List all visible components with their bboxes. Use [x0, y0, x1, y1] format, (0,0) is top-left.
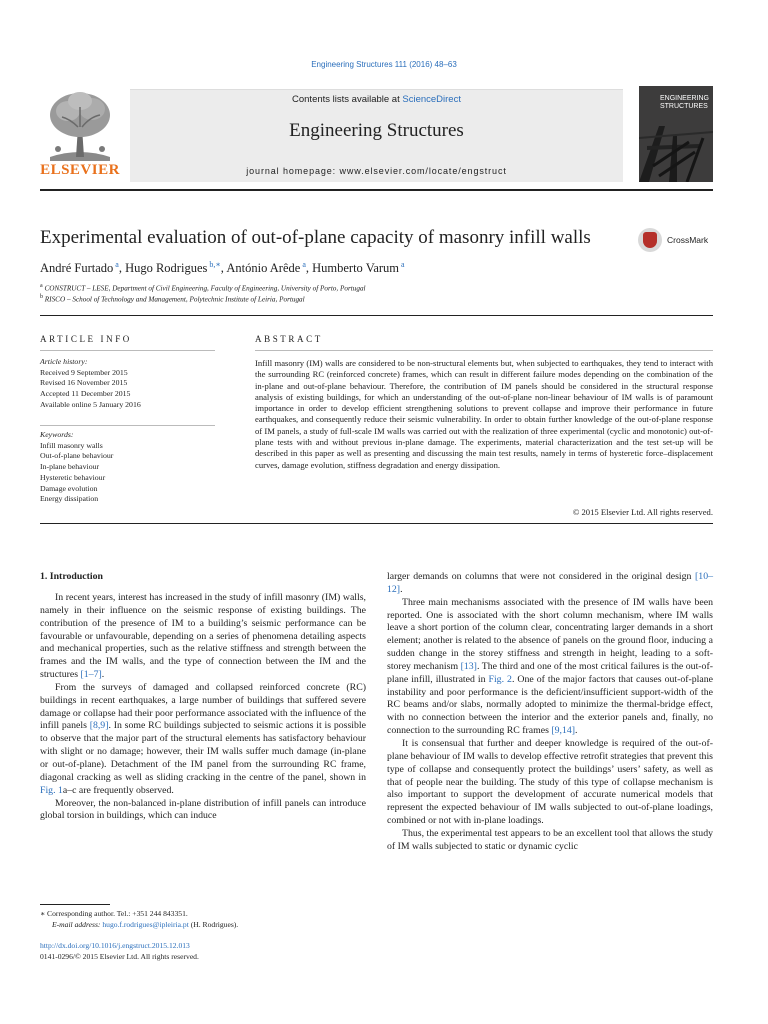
body-paragraph [40, 682, 366, 798]
copyright: © 2015 Elsevier Ltd. All rights reserved. [572, 507, 713, 517]
history-online: Available online 5 January 2016 [40, 399, 141, 409]
paragraph-text: larger demands on columns that were not considered in the original design [387, 571, 696, 582]
citation-link[interactable]: [13] [460, 660, 477, 672]
elsevier-tree-icon [40, 87, 120, 161]
abstract-heading: ABSTRACT [255, 334, 323, 344]
keyword: Damage evolution [40, 483, 98, 493]
author-affiliation-marker[interactable]: b,∗ [207, 260, 221, 269]
doi-link[interactable]: http://dx.doi.org/10.1016/j.engstruct.2015.12.013 [40, 941, 190, 950]
paragraph-text: . One of the major factors that causes out-of-plane instability and poor performance is the deficient/insufficient support-width of the RC beams and/or slabs, normally adopted to minimize the thermal-bridge effect, with no connection between the interior and the exterior panels and, finally, no connection to the surrounding RC frames [387, 673, 714, 737]
crossmark-icon [638, 228, 662, 252]
cover-title-line-1: ENGINEERING [659, 95, 709, 102]
keyword: Energy dissipation [40, 494, 99, 504]
section-title: 1. Introduction [40, 571, 103, 582]
header-rule [40, 189, 713, 191]
author-list [40, 260, 405, 276]
paragraph-text: Three main mechanisms associated with the presence of IM walls have been reported. One is associated with the short column mechanism, where IM walls leave a short portion of the column clear, concentrating larger demands in a short element; another is related to the absence of panels on the ground floor, inducing a sudden change in the storey stiffness and strength in height, leading to a soft-storey mechanism [387, 596, 713, 672]
author-separator: , [118, 261, 126, 276]
journal-title: Engineering Structures [289, 120, 464, 141]
affiliation-rule [40, 315, 713, 316]
email-note [40, 919, 366, 930]
abstract-text: Infill masonry (IM) walls are considered to be non-structural elements but, when subjected to earthquakes, they tend to interact with the surrounding RC (reinforced concrete) frames, which can result in different failure modes depending on the combination of the in-plane and out-of-plane behaviour. Therefore, the contribution of IM panels should be considered in the structural response analysis of existing buildings, for which an understanding of the out-of-plane non-linear behaviour of IM walls is of paramount importance in order to develop efficient strengthening solutions to prevent collapse and improve their performance in future earthquakes, and consequently reduce their seismic vulnerability. In order to obtain further knowledge of the out-of-plane response of IM panels, a study of full-scale IM walls was carried out with the realization of three experimental (cyclic and monotonic) out-of-plane tests with and without previous in-plane damage. The experiments, material characterization and the test set-up will be described in this paper as well as presenting and discussing the main test results, namely in terms of hysteretic force–displacement curves, damage evolution, stiffness degradation and energy dissipation. [255, 358, 713, 470]
history-revised: Revised 16 November 2015 [40, 378, 128, 388]
body-column-right [387, 571, 713, 854]
keywords [40, 430, 215, 505]
email-suffix: (H. Rodrigues). [188, 920, 239, 929]
email-link[interactable]: hugo.f.rodrigues@ipleiria.pt [102, 920, 189, 929]
keyword: Infill masonry walls [40, 440, 103, 450]
paragraph-text: a–c are frequently observed. [62, 784, 174, 796]
author-affiliation-marker[interactable]: a [300, 260, 306, 269]
contents-prefix: Contents lists available at [292, 94, 403, 105]
history-label: Article history: [40, 357, 88, 366]
footnote-rule [40, 904, 110, 905]
crossmark-badge[interactable] [638, 228, 718, 258]
history-accepted: Accepted 11 December 2015 [40, 389, 131, 399]
citation-link[interactable]: Fig. 2 [488, 673, 512, 685]
author-affiliation-marker[interactable]: a [113, 260, 119, 269]
publisher-name: ELSEVIER [40, 162, 120, 178]
homepage-prefix: journal homepage: [246, 166, 340, 176]
journal-homepage [130, 166, 623, 176]
cover-title [660, 95, 709, 111]
body-paragraph [40, 592, 366, 682]
citation-link[interactable]: Fig. 1 [40, 784, 63, 796]
keyword: In-plane behaviour [40, 462, 100, 472]
keyword: Out-of-plane behaviour [40, 451, 114, 461]
journal-cover[interactable] [639, 86, 713, 182]
abstract-rule [255, 350, 713, 351]
elsevier-logo[interactable] [40, 87, 120, 179]
body-paragraph [40, 798, 366, 824]
article-history [40, 357, 215, 411]
author-name[interactable]: Humberto Varum [312, 261, 400, 276]
email-label: E-mail address: [52, 920, 103, 929]
author-name[interactable]: Hugo Rodrigues [125, 261, 208, 276]
abstract-bottom-rule [40, 523, 713, 524]
author-affiliation-marker[interactable]: a [399, 260, 405, 269]
author-name[interactable]: André Furtado [40, 261, 114, 276]
sciencedirect-link[interactable]: ScienceDirect [402, 94, 461, 105]
author-name[interactable]: António Arêde [226, 261, 301, 276]
citation-link[interactable]: [9,14] [551, 725, 576, 737]
author-separator: , [305, 261, 313, 276]
paragraph-text: . [575, 725, 578, 737]
cover-title-line-2: STRUCTURES [659, 103, 708, 110]
body-paragraph [387, 571, 713, 597]
footnotes [40, 908, 366, 930]
history-received: Received 9 September 2015 [40, 367, 128, 377]
paragraph-text: Moreover, the non-balanced in-plane distribution of infill panels can introduce global torsion in buildings, which can induce [40, 797, 366, 822]
paragraph-text: In recent years, interest has increased in the study of infill masonry (IM) walls, namely in their influence on the seismic response of existing buildings. The contribution of the presence of IM to a building’s seismic performance can be favourable or unfavourable, depending on a series of phenomena detailing aspects and mechanical properties, such as the relative stiffness and strength between the frames and the IM walls, and the type of connection between the IM and the structures [40, 592, 366, 681]
journal-reference[interactable]: Engineering Structures 111 (2016) 48–63 [311, 60, 457, 69]
paragraph-text: From the surveys of damaged and collapsed reinforced concrete (RC) buildings in recent earthquakes, a large number of buildings that suffered severe damage or collapse had their poor performance associated with the influence of the infill panels [40, 681, 366, 732]
affiliation-b [40, 294, 305, 303]
affiliation-a-text: CONSTRUCT – LESE, Department of Civil Engineering, Faculty of Engineering, University of Porto, Portugal [44, 284, 366, 293]
paragraph-text: Thus, the experimental test appears to be an excellent tool that allows the study of IM walls subjected to static or dynamic cyclic [387, 827, 713, 852]
affiliation-b-text: RISCO – School of Technology and Management, Polytechnic Institute of Leiria, Portugal [44, 295, 305, 304]
article-title: Experimental evaluation of out-of-plane capacity of masonry infill walls [40, 227, 591, 248]
citation-link[interactable]: [10–12] [387, 571, 713, 595]
contents-line [130, 94, 623, 105]
keywords-label: Keywords: [40, 430, 74, 439]
body-paragraph [387, 597, 713, 738]
crossmark-label: CrossMark [667, 235, 709, 245]
paragraph-text: It is consensual that further and deeper knowledge is required of the out-of-plane behaviour of IM walls to develop effective retrofit strategies that prevent this type of collapse and consequently protect the buildings’ users’ safety, as well as that of people near the building. The study of this type of collapse mechanism is also important to support the development of accurate numerical models that represent the expected behaviour of IM walls subjected to out-of-plane loadings, combined or not with in-plane loadings. [387, 737, 713, 827]
paragraph-text: . [101, 669, 105, 681]
corresponding-author-note: ∗ Corresponding author. Tel.: +351 244 843351. [40, 909, 188, 918]
doi-block [40, 940, 199, 962]
citation-link[interactable]: [1–7] [80, 669, 102, 681]
article-info-rule [40, 350, 215, 351]
paragraph-text: . In some RC buildings subjected to seismic actions it is possible to observe that the major part of the structural elements has satisfactory behaviour with slight or no damage; however, their IM walls suffer much damage (in-plane or out-of-plane). Detachment of the IM panel from the surrounding RC frame, diagonal cracking as well as sliding cracking in the centre of the panel, shown in [40, 720, 366, 783]
body-column-left [40, 592, 366, 823]
affiliation-a [40, 283, 366, 292]
paragraph-text: . [400, 583, 403, 595]
paragraph-text: . The third and one of the most critical failures is the out-of-plane infill, illustrated in [387, 660, 713, 685]
author-separator: , [220, 261, 227, 276]
issn-line: 0141-0296/© 2015 Elsevier Ltd. All rights reserved. [40, 952, 199, 961]
keywords-rule [40, 425, 215, 426]
article-info-heading: ARTICLE INFO [40, 334, 132, 344]
homepage-link[interactable]: www.elsevier.com/locate/engstruct [339, 166, 507, 176]
body-paragraph [387, 828, 713, 854]
affiliation-a-marker: a [40, 283, 43, 289]
citation-link[interactable]: [8,9] [89, 720, 109, 732]
keyword: Hysteretic behaviour [40, 472, 106, 482]
body-paragraph [387, 738, 713, 828]
affiliation-b-marker: b [40, 294, 43, 300]
